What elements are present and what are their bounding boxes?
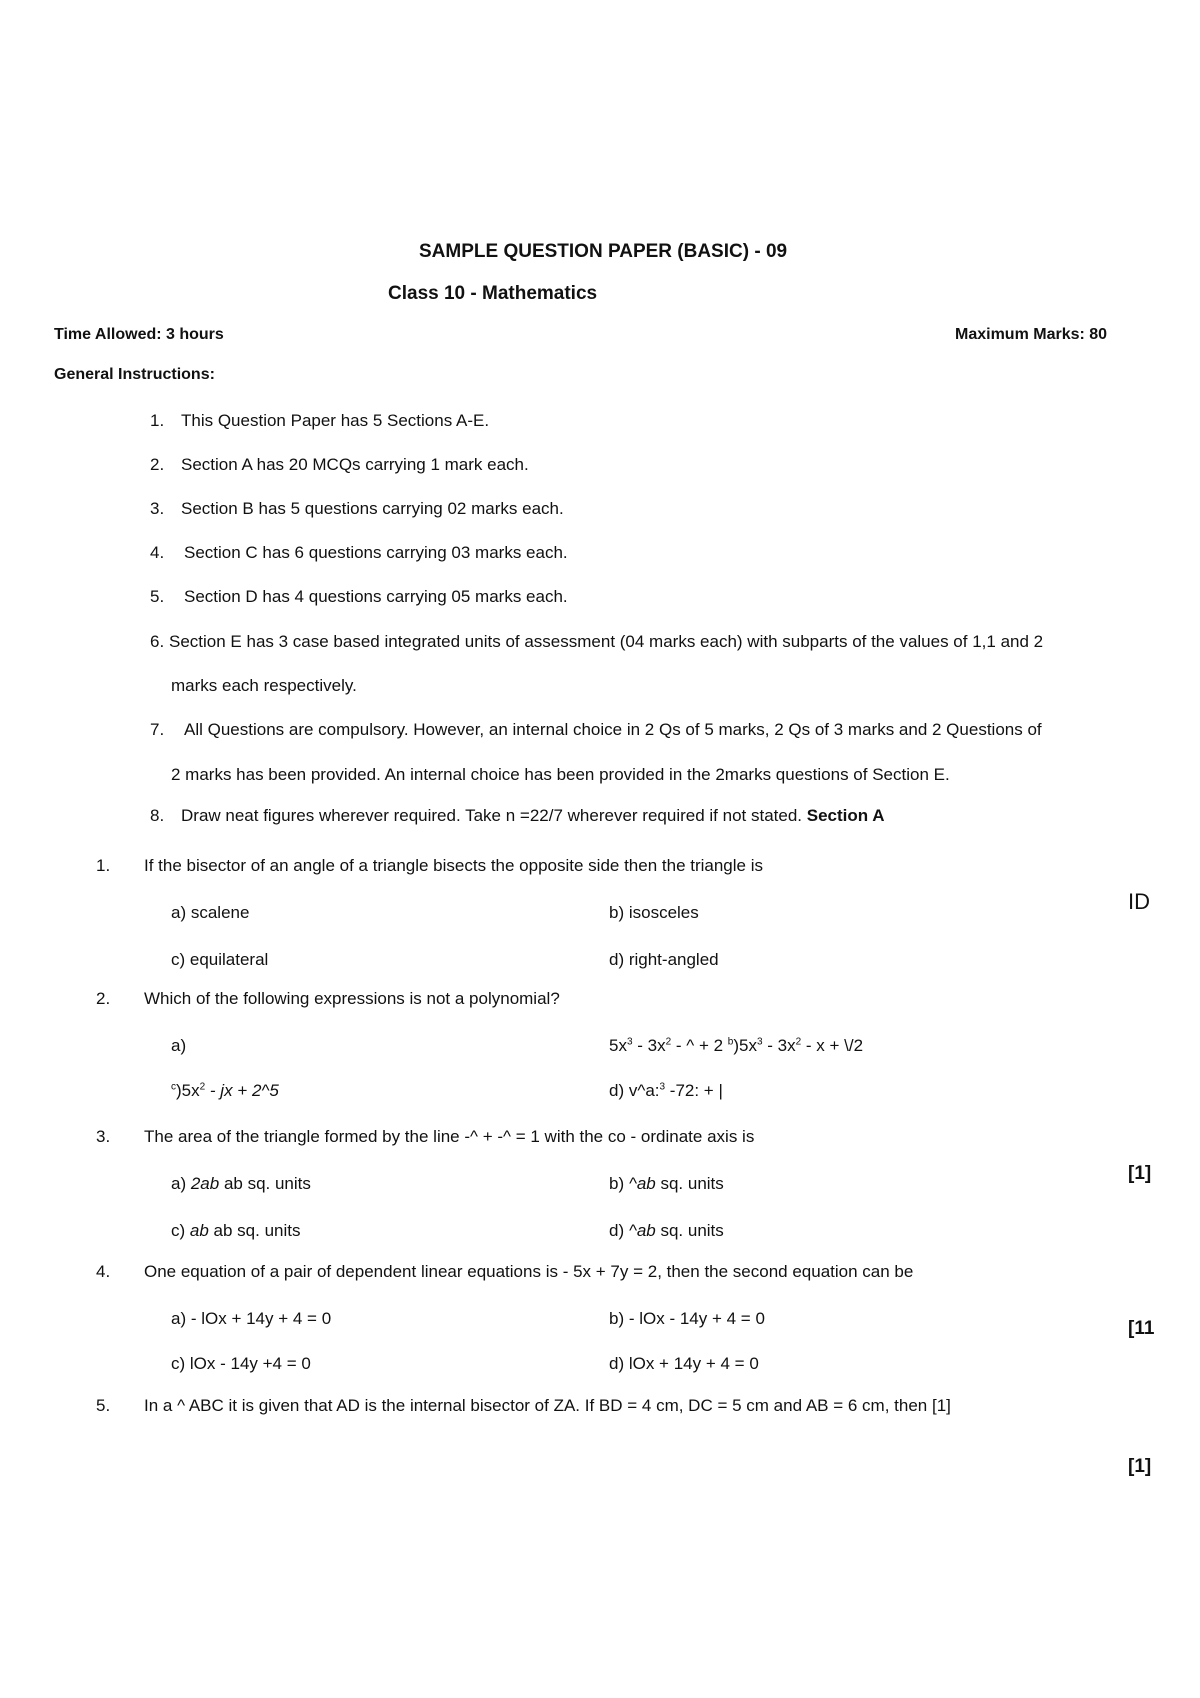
option-d: d) ^ab sq. units — [609, 1221, 724, 1240]
instruction-text-continued: 2 marks has been provided. An internal choice has been provided in the 2marks questions of Section E. — [171, 765, 950, 784]
instruction-number: 5. — [150, 587, 165, 606]
question-number: 3. — [96, 1127, 111, 1146]
instruction-number: 2. — [150, 455, 165, 474]
option-c: $^c)5x^2$ - jx + 2^5 — [171, 1081, 279, 1100]
instruction-number: 6. — [150, 632, 165, 651]
instruction-text: Section B has 5 questions carrying 02 marks each. — [181, 499, 564, 518]
paper-subtitle: Class 10 - Mathematics — [388, 283, 598, 304]
option-c: c) equilateral — [171, 950, 269, 969]
question-number: 4. — [96, 1262, 111, 1281]
instruction-text: Section A has 20 MCQs carrying 1 mark each. — [181, 455, 529, 474]
instruction-number: 4. — [150, 543, 165, 562]
question-text: The area of the triangle formed by the line -^ + -^ = 1 with the co - ordinate axis is — [144, 1127, 755, 1146]
option-a-b-expressions: $5x^3 - 3x^2$ - ^ + 2 $^b)5x^3 - 3x^2$ - x + \/2 — [609, 1036, 864, 1055]
option-a: a) - lOx + 14y + 4 = 0 — [171, 1309, 332, 1328]
instruction-text-continued: marks each respectively. — [171, 676, 357, 695]
instruction-text: All Questions are compulsory. However, an internal choice in 2 Qs of 5 marks, 2 Qs of 3 marks and 2 Questions of — [184, 720, 1042, 739]
margin-mark: ID — [1128, 889, 1150, 914]
option-d: d) v^a:$^3$ -72: + | — [609, 1081, 723, 1100]
option-c: c) lOx - 14y +4 = 0 — [171, 1354, 311, 1373]
instruction-number: 7. — [150, 720, 165, 739]
instruction-number: 1. — [150, 411, 165, 430]
instruction-text: Section D has 4 questions carrying 05 marks each. — [184, 587, 568, 606]
option-c: c) ab ab sq. units — [171, 1221, 301, 1240]
margin-mark: [11 — [1128, 1318, 1155, 1339]
question-number: 5. — [96, 1396, 111, 1415]
instructions-heading: General Instructions: — [54, 366, 215, 383]
question-number: 1. — [96, 856, 111, 875]
option-d: d) right-angled — [609, 950, 719, 969]
option-b: b) - lOx - 14y + 4 = 0 — [609, 1309, 765, 1328]
maximum-marks: Maximum Marks: 80 — [955, 326, 1108, 343]
option-a: a) — [171, 1036, 187, 1055]
option-d: d) lOx + 14y + 4 = 0 — [609, 1354, 759, 1373]
instruction-text: This Question Paper has 5 Sections A-E. — [181, 411, 490, 430]
question-text: One equation of a pair of dependent linear equations is - 5x + 7y = 2, then the second equation can be — [144, 1262, 914, 1281]
instruction-number: 8. — [150, 806, 165, 825]
margin-mark: [1] — [1128, 1163, 1152, 1184]
time-allowed: Time Allowed: 3 hours — [54, 326, 224, 343]
margin-mark: [1] — [1128, 1456, 1152, 1477]
option-a: a) scalene — [171, 903, 250, 922]
question-text: Which of the following expressions is not a polynomial? — [144, 989, 560, 1008]
instruction-text: Section C has 6 questions carrying 03 marks each. — [184, 543, 568, 562]
question-text: If the bisector of an angle of a triangle bisects the opposite side then the triangle is — [144, 856, 763, 875]
instruction-number: 3. — [150, 499, 165, 518]
question-text: In a ^ ABC it is given that AD is the internal bisector of ZA. If BD = 4 cm, DC = 5 cm and AB = 6 cm, then [1] — [144, 1396, 951, 1415]
option-b: b) isosceles — [609, 903, 699, 922]
option-b: b) ^ab sq. units — [609, 1174, 724, 1193]
instruction-text: Draw neat figures wherever required. Take n =22/7 wherever required if not stated. — [181, 806, 802, 825]
instruction-line — [181, 806, 885, 826]
option-a: a) 2ab ab sq. units — [171, 1174, 311, 1193]
section-a-heading: Section A — [806, 806, 885, 825]
instruction-text: Section E has 3 case based integrated units of assessment (04 marks each) with subparts of the values of 1,1 and 2 — [169, 632, 1044, 651]
question-number: 2. — [96, 989, 111, 1008]
paper-title: SAMPLE QUESTION PAPER (BASIC) - 09 — [419, 241, 788, 262]
